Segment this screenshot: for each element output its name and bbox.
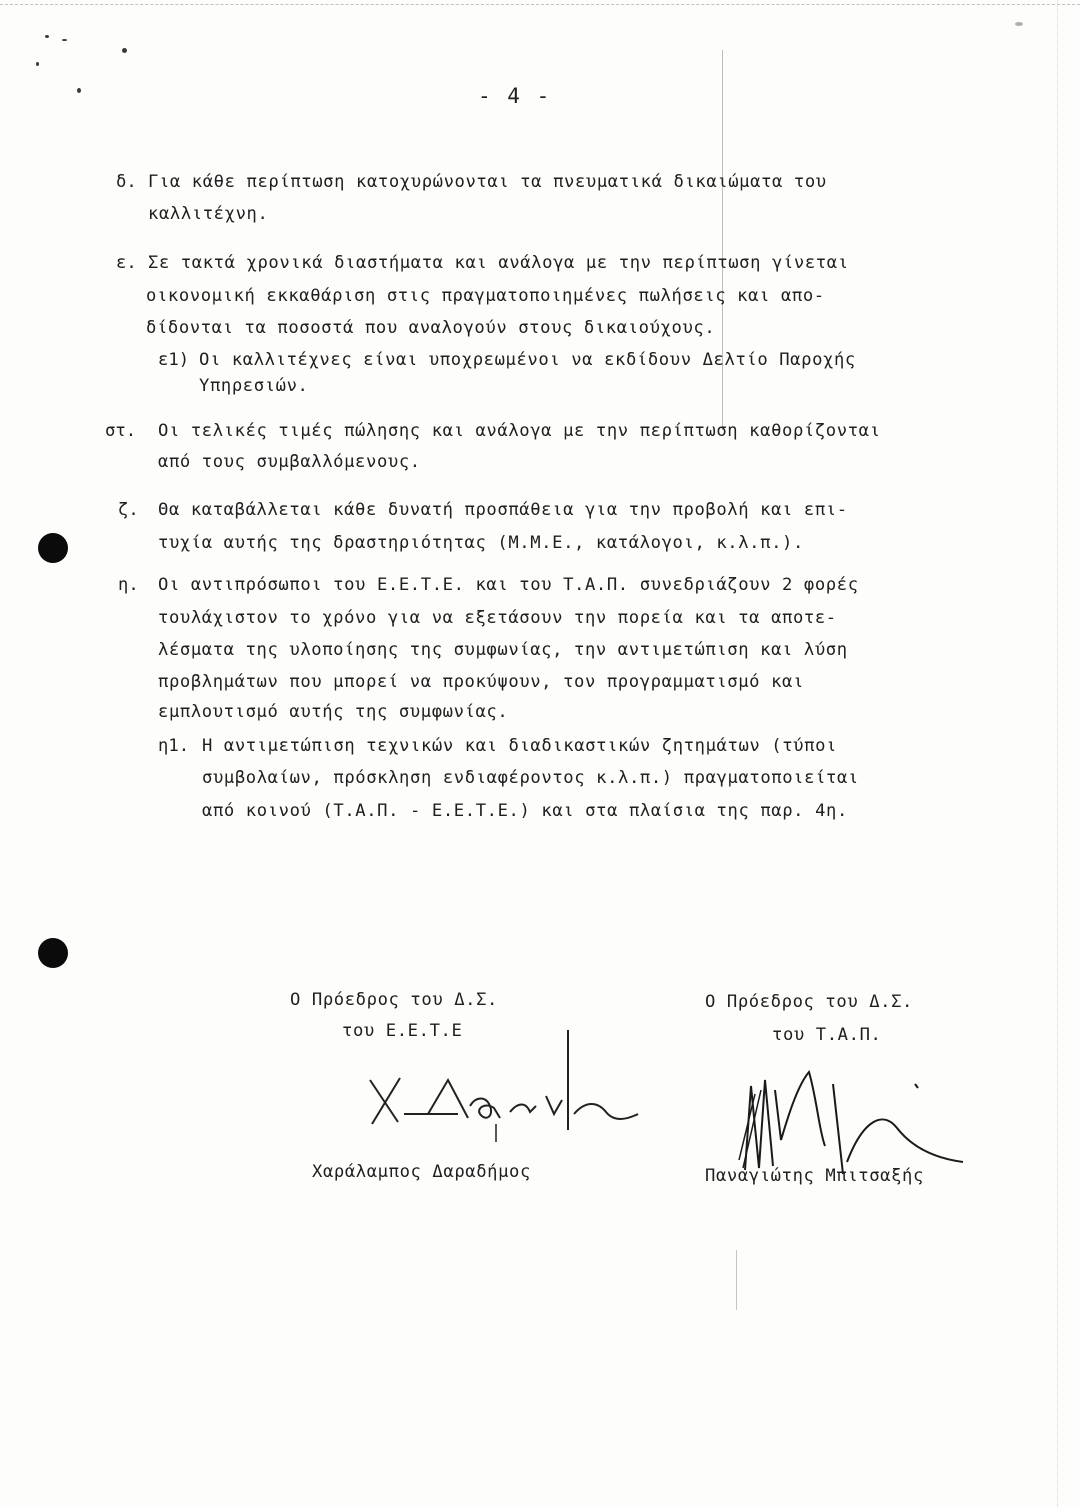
clause-marker-eta: η. — [118, 575, 139, 595]
clause-st-line-1: Οι τελικές τιμές πώλησης και ανάλογα με την περίπτωση καθορίζονται — [158, 421, 881, 441]
scan-edge-right — [1055, 0, 1058, 1507]
clause-epsilon-line-3: δίδονται τα ποσοστά που αναλογούν στους δικαιούχους. — [146, 318, 716, 338]
clause-epsilon-line-1: Σε τακτά χρονικά διαστήματα και ανάλογα με την περίπτωση γίνεται — [148, 253, 849, 273]
clause-eta-line-4: προβλημάτων που μπορεί να προκύψουν, τον προγραμματισμό και — [158, 672, 804, 692]
clause-eta-line-1: Οι αντιπρόσωποι του Ε.Ε.Τ.Ε. και του Τ.Α.Π. συνεδριάζουν 2 φορές — [158, 575, 859, 595]
scan-speck — [122, 48, 127, 53]
scan-speck — [77, 88, 81, 93]
clause-eta-line-3: λέσματα της υλοποίησης της συμφωνίας, την αντιμετώπιση και λύση — [158, 640, 848, 660]
scan-speck — [45, 35, 49, 38]
clause-marker-epsilon1: ε1) — [158, 350, 190, 370]
clause-marker-epsilon: ε. — [116, 253, 137, 273]
clause-zeta-line-2: τυχία αυτής της δραστηριότητας (Μ.Μ.Ε., κατάλογοι, κ.λ.π.). — [158, 533, 804, 553]
left-signatory-name: Χαράλαμπος Δαραδήμος — [312, 1162, 531, 1182]
scan-speck — [1015, 22, 1023, 26]
clause-eta-line-2: τουλάχιστον το χρόνο για να εξετάσουν την πορεία και τα αποτε- — [158, 608, 837, 628]
left-signatory-title: Ο Πρόεδρος του Δ.Σ. — [290, 990, 499, 1010]
clause-marker-eta1: η1. — [158, 736, 190, 756]
clause-eta-line-5: εμπλουτισμό αυτής της συμφωνίας. — [158, 702, 509, 722]
clause-epsilon1-line-1: Οι καλλιτέχνες είναι υποχρεωμένοι να εκδίδουν Δελτίο Παροχής — [199, 350, 856, 370]
clause-epsilon-line-2: οικονομική εκκαθάριση στις πραγματοποιημένες πωλήσεις και απο- — [146, 286, 825, 306]
page-number: - 4 - — [478, 84, 552, 108]
clause-eta1-line-2: συμβολαίων, πρόσκληση ενδιαφέροντος κ.λ.π.) πραγματοποιείται — [202, 768, 859, 788]
fold-line — [722, 50, 723, 430]
left-handwritten-signature — [360, 1030, 650, 1160]
clause-marker-zeta: ζ. — [118, 500, 139, 520]
clause-marker-delta: δ. — [116, 172, 137, 192]
clause-st-line-2: από τους συμβαλλόμενους. — [158, 452, 421, 472]
punch-hole — [38, 533, 68, 563]
scan-speck — [36, 62, 39, 66]
left-signatory-organization: του Ε.Ε.Τ.Ε — [342, 1021, 463, 1041]
clause-delta-line-2: καλλιτέχνη. — [148, 204, 269, 224]
right-signatory-name: Παναγιώτης Μπιτσαξής — [705, 1166, 924, 1186]
right-signatory-title: Ο Πρόεδρος του Δ.Σ. — [705, 992, 914, 1012]
clause-eta1-line-1: Η αντιμετώπιση τεχνικών και διαδικαστικών ζητημάτων (τύποι — [202, 736, 837, 756]
right-handwritten-signature — [715, 1050, 975, 1180]
clause-delta-line-1: Για κάθε περίπτωση κατοχυρώνονται τα πνευματικά δικαιώματα του — [148, 172, 827, 192]
clause-epsilon1-line-2: Υπηρεσιών. — [199, 376, 309, 396]
scan-speck — [62, 39, 67, 41]
punch-hole — [38, 938, 68, 968]
clause-zeta-line-1: Θα καταβάλλεται κάθε δυνατή προσπάθεια για την προβολή και επι- — [158, 500, 848, 520]
fold-line-lower — [736, 1250, 737, 1310]
scan-edge-top — [0, 4, 1080, 8]
clause-eta1-line-3: από κοινού (Τ.Α.Π. - Ε.Ε.Τ.Ε.) και στα πλαίσια της παρ. 4η. — [202, 801, 848, 821]
right-signatory-organization: του Τ.Α.Π. — [772, 1025, 882, 1045]
clause-marker-st: στ. — [105, 421, 137, 441]
